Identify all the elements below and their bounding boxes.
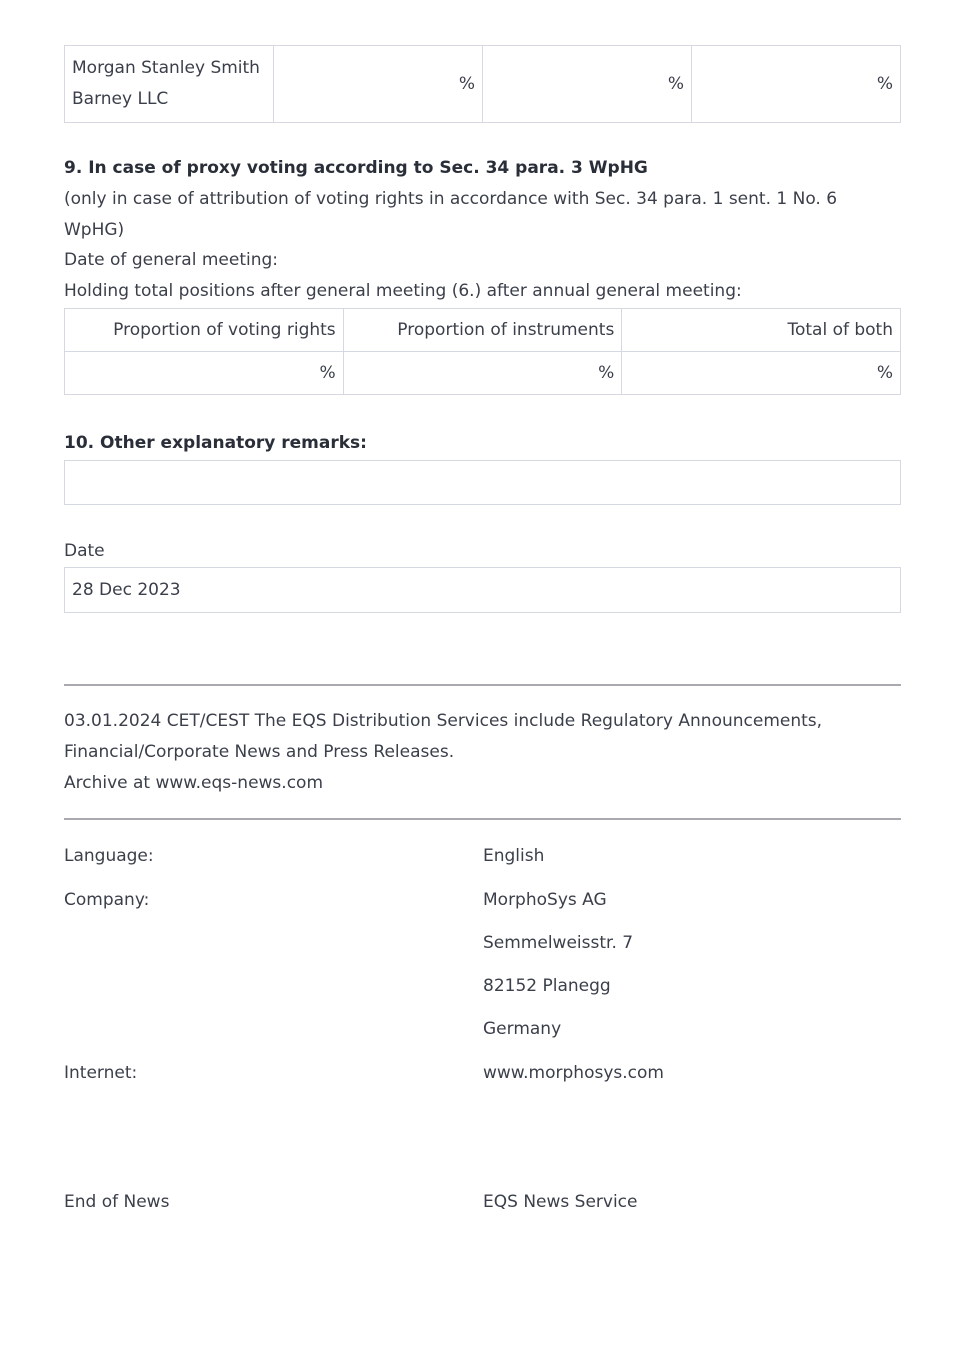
holder-cell: % xyxy=(483,46,692,123)
city-value: 82152 Planegg xyxy=(483,976,611,996)
holder-cell: % xyxy=(274,46,483,123)
street-value: Semmelweisstr. 7 xyxy=(483,933,634,953)
footer-line: 03.01.2024 CET/CEST The EQS Distribution Services include Regulatory Announcements, xyxy=(64,711,823,731)
section-10-title: 10. Other explanatory remarks: xyxy=(64,433,367,453)
internet-label: Internet: xyxy=(64,1063,138,1083)
header-voting-rights: Proportion of voting rights xyxy=(65,309,344,352)
holder-name: Morgan Stanley Smith Barney LLC xyxy=(65,46,274,123)
divider xyxy=(64,684,901,686)
holding-label: Holding total positions after general meeting (6.) after annual general meeting: xyxy=(64,281,742,301)
language-label: Language: xyxy=(64,846,154,866)
company-value: MorphoSys AG xyxy=(483,890,607,910)
section-9-title: 9. In case of proxy voting according to Sec. 34 para. 3 WpHG xyxy=(64,158,648,178)
header-total: Total of both xyxy=(622,309,901,352)
header-instruments: Proportion of instruments xyxy=(343,309,622,352)
internet-link[interactable]: www.morphosys.com xyxy=(483,1063,664,1083)
general-meeting-date-label: Date of general meeting: xyxy=(64,250,279,270)
footer-archive: Archive at www.eqs-news.com xyxy=(64,773,324,793)
value-cell: % xyxy=(65,352,344,395)
value-cell: % xyxy=(622,352,901,395)
date-value: 28 Dec 2023 xyxy=(64,567,901,613)
section-9-subtitle: (only in case of attribution of voting rights in accordance with Sec. 34 para. 1 sent. 1 No. 6 WpHG) xyxy=(64,189,838,240)
language-value: English xyxy=(483,846,545,866)
footer-line: Financial/Corporate News and Press Releases. xyxy=(64,742,455,762)
end-of-news: End of News xyxy=(64,1192,170,1212)
divider xyxy=(64,818,901,820)
news-service: EQS News Service xyxy=(483,1192,638,1212)
proxy-table xyxy=(64,308,901,395)
company-label: Company: xyxy=(64,890,150,910)
country-value: Germany xyxy=(483,1019,562,1039)
date-label: Date xyxy=(64,541,105,561)
value-cell: % xyxy=(343,352,622,395)
holder-cell: % xyxy=(692,46,901,123)
holder-table xyxy=(64,45,901,123)
remarks-box xyxy=(64,460,901,505)
